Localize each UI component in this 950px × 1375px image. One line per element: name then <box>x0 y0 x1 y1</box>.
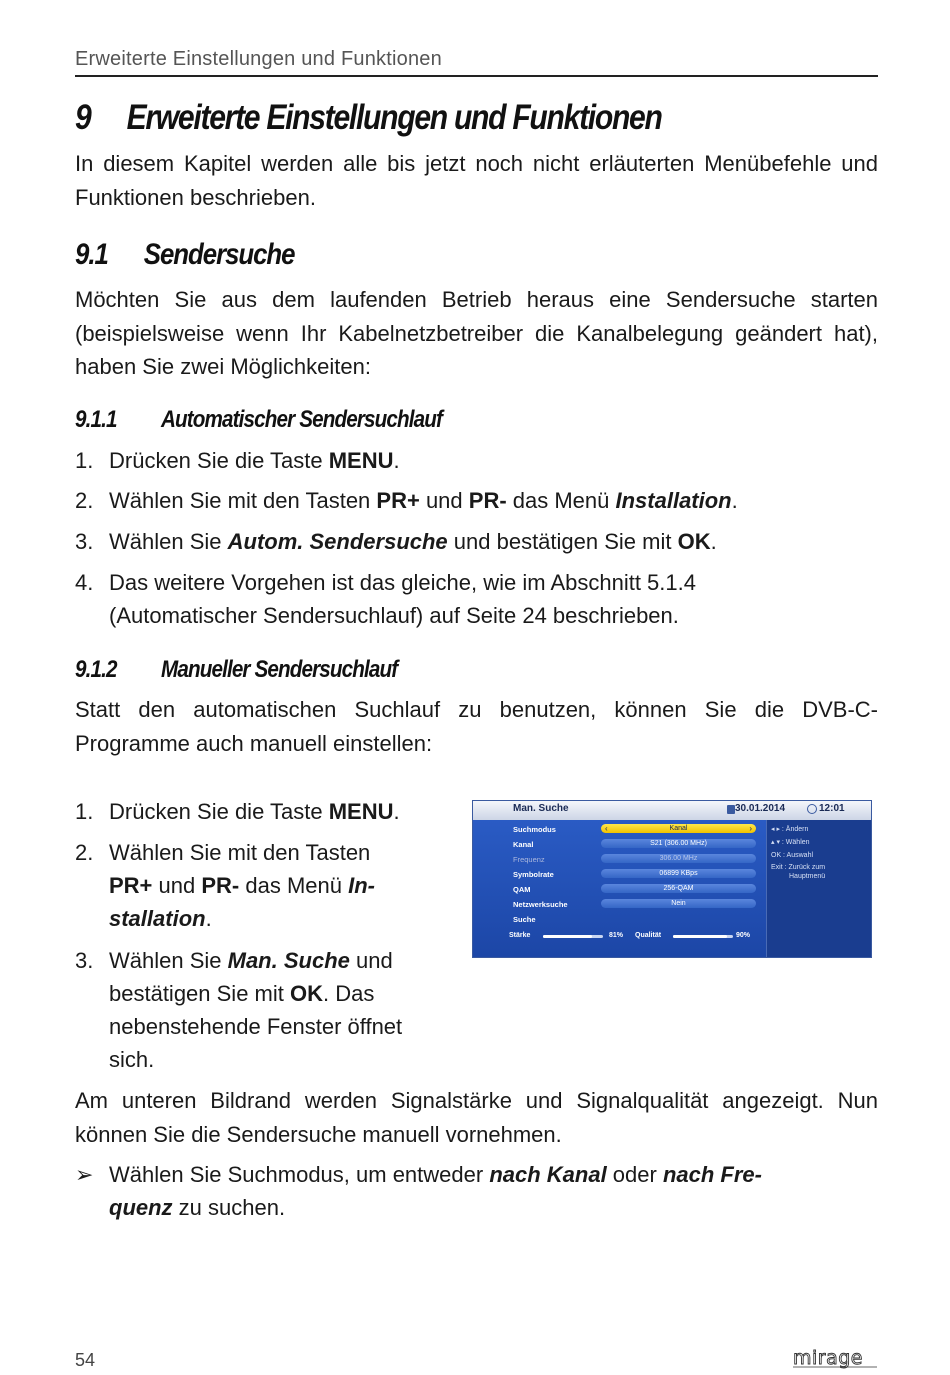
subsection-title: Manueller Sendersuchlauf <box>161 656 398 683</box>
tv-row-label: Suche <box>513 915 536 924</box>
list-number: 2. <box>75 840 94 865</box>
subsection-heading-2 <box>75 656 397 684</box>
list-number: 4. <box>75 570 94 595</box>
tv-header <box>473 801 872 821</box>
list-text: Wählen Sie Autom. Sendersuche und bestätigen Sie mit OK. <box>109 529 717 554</box>
section-number: 9.1 <box>75 238 108 271</box>
tv-date: 30.01.2014 <box>735 803 786 814</box>
tv-strength-bar <box>543 935 603 938</box>
paragraph-after: Am unteren Bildrand werden Signalstärke und Signalqualität angezeigt. Nun können Sie die Sendersuche manuell vornehmen. <box>75 1088 878 1147</box>
strength-bar-fill <box>543 935 592 938</box>
subsection-title: Automatischer Sendersuchlauf <box>161 406 443 433</box>
tv-menu-title: Man. Suche <box>513 803 569 814</box>
tv-help-change: ◂ ▸ : Ändern <box>771 826 809 833</box>
list-number: 2. <box>75 488 94 513</box>
mirage-logo-graphic <box>793 1346 878 1370</box>
subsection-intro: Statt den automatischen Suchlauf zu benutzen, können Sie die DVB-C-Programme auch manuell einstellen: <box>75 697 878 756</box>
tv-quality-value: 90% <box>736 932 751 939</box>
clock-icon <box>807 804 817 814</box>
chapter-title: Erweiterte Einstellungen und Funktionen <box>126 98 662 137</box>
tv-quality-label: Qualität <box>635 932 662 939</box>
tv-value: 06899 KBps <box>601 869 756 878</box>
tv-row-label: Frequenz <box>513 855 545 864</box>
list-text: Wählen Sie mit den Tasten PR+ und PR- das Menü In- stallation. <box>109 840 375 931</box>
list-number: 1. <box>75 448 94 473</box>
arrow-right-icon: › <box>749 824 752 833</box>
subsection-heading-1 <box>75 406 442 434</box>
list-text: Wählen Sie mit den Tasten PR+ und PR- das Menü Installation. <box>109 488 738 513</box>
section-intro: Möchten Sie aus dem laufenden Betrieb heraus eine Sendersuche starten (beispielsweise wenn Ihr Kabelnetzbetreiber die Kanalbelegung geändert hat), haben Sie zwei Möglichkeiten: <box>75 287 878 379</box>
tv-help-ok: OK : Auswahl <box>771 852 814 859</box>
tv-row-label: Kanal <box>513 840 534 849</box>
list-number: 1. <box>75 799 94 824</box>
tv-value: Nein <box>601 899 756 908</box>
tv-strength-value: 81% <box>609 932 624 939</box>
tv-value: 306.00 MHz <box>601 854 756 863</box>
tv-row-label: QAM <box>513 885 531 894</box>
arrow-left-icon: ‹ <box>605 824 608 833</box>
section-heading <box>75 238 294 272</box>
tv-help-panel <box>766 820 872 958</box>
chapter-intro: In diesem Kapitel werden alle bis jetzt noch nicht erläuterten Menübefehle und Funktionen beschrieben. <box>75 151 878 210</box>
tv-strength-label: Stärke <box>509 932 531 939</box>
chapter-heading <box>75 98 662 138</box>
tv-row-label: Suchmodus <box>513 825 556 834</box>
tv-row-label: Symbolrate <box>513 870 554 879</box>
chapter-number: 9 <box>75 98 91 137</box>
running-head: Erweiterte Einstellungen und Funktionen <box>75 46 878 77</box>
list-number: 3. <box>75 529 94 554</box>
mirage-logo <box>793 1346 878 1370</box>
list-number: 3. <box>75 948 94 973</box>
tv-settings-panel <box>473 820 766 958</box>
list-text: Wählen Sie Man. Suche und bestätigen Sie mit OK. Das nebenstehende Fenster öffnet sich. <box>109 948 403 1072</box>
left-right-arrows-icon: ◂ ▸ <box>771 826 782 833</box>
tv-row-label: Netzwerksuche <box>513 900 568 909</box>
up-down-arrows-icon: ▴ ▾ <box>771 839 782 846</box>
svg-text:mirage: mirage <box>793 1347 863 1369</box>
subsection-number: 9.1.1 <box>75 406 117 433</box>
tv-help-exit: Exit : Zurück zum <box>771 864 826 871</box>
arrow-bullet-icon: ➢ <box>75 1162 94 1187</box>
tv-menu-screenshot <box>472 800 872 958</box>
tv-select-suchmodus: ‹ Kanal › <box>601 824 756 833</box>
subsection-number: 9.1.2 <box>75 656 117 683</box>
tv-value: S21 (306.00 MHz) <box>601 839 756 848</box>
section-title: Sendersuche <box>143 238 295 271</box>
list-text: Drücken Sie die Taste MENU. <box>109 448 400 473</box>
list-text: Das weitere Vorgehen ist das gleiche, wie im Abschnitt 5.1.4 (Automatischer Sendersuchlauf) auf Seite 24 beschrieben. <box>109 570 696 628</box>
tv-help-exit-cont: Hauptmenü <box>789 873 826 880</box>
tv-time: 12:01 <box>819 803 845 814</box>
tv-quality-bar <box>673 935 733 938</box>
calendar-icon <box>727 805 735 814</box>
quality-bar-fill <box>673 935 727 938</box>
tv-value: 256-QAM <box>601 884 756 893</box>
tv-help-select: ▴ ▾ : Wählen <box>771 839 810 846</box>
list-text: Drücken Sie die Taste MENU. <box>109 799 400 824</box>
page-number: 54 <box>75 1350 96 1370</box>
bullet-text: Wählen Sie Suchmodus, um entweder nach Kanal oder nach Fre- quenz zu suchen. <box>109 1162 762 1220</box>
